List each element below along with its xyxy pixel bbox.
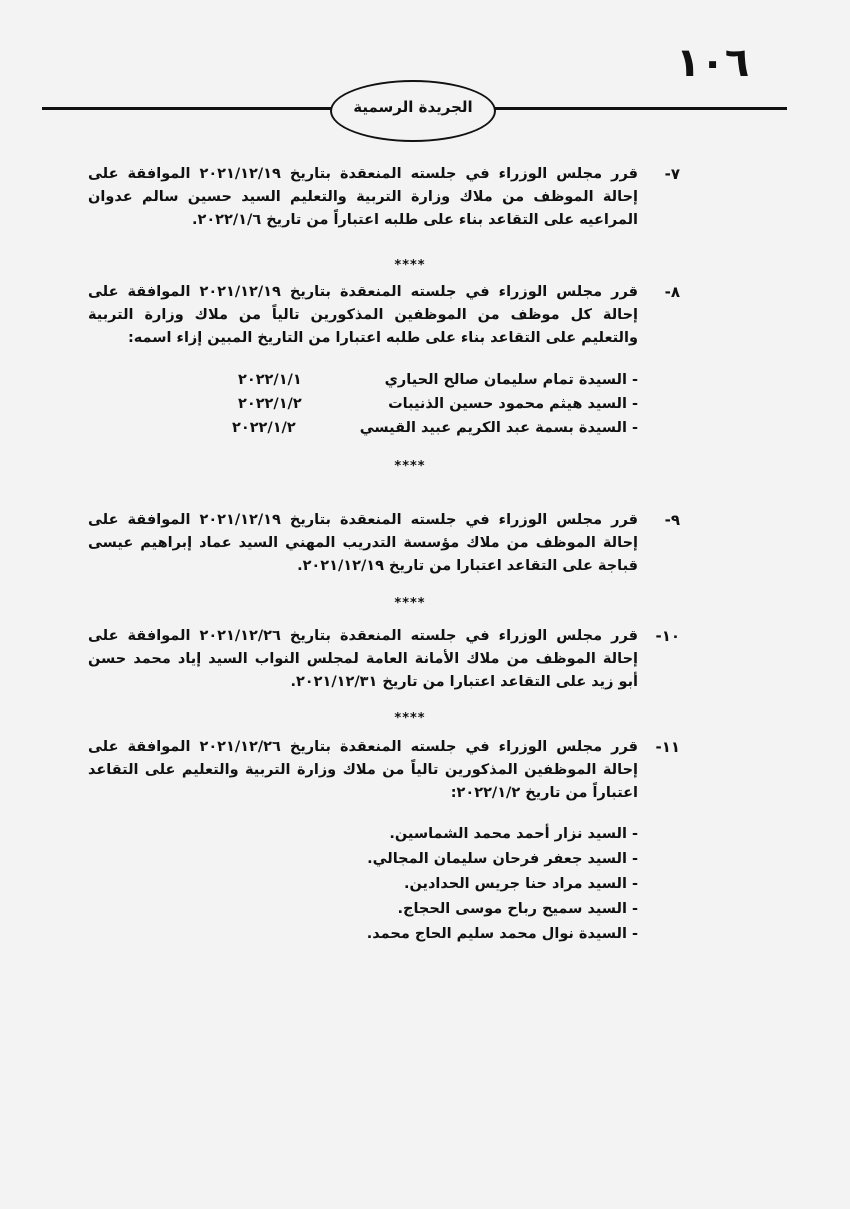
list-item — [232, 420, 638, 444]
decision-8-text: قرر مجلس الوزراء في جلسته المنعقدة بتاريخ ٢٠٢١/١٢/١٩ الموافقة على إحالة كل موظف من الموظفين المذكورين تالياً من ملاك وزارة التربية والتعليم على التقاعد بناء على طلبه اعتبارا من التاريخ المبين إزاء اسمه: — [88, 284, 638, 346]
retirement-date: ٢٠٢٢/١/٢ — [238, 396, 302, 412]
list-item — [238, 396, 638, 420]
separator: **** — [394, 258, 426, 273]
employee-name: - السيدة بسمة عبد الكريم عبيد القيسي — [359, 420, 638, 436]
employee-name: - السيدة تمام سليمان صالح الحياري — [384, 372, 638, 388]
decision-9-text: قرر مجلس الوزراء في جلسته المنعقدة بتاريخ ٢٠٢١/١٢/١٩ الموافقة على إحالة الموظف من ملاك مؤسسة التدريب المهني السيد عماد إبراهيم عيسى قباجة على التقاعد اعتبارا من تاريخ ٢٠٢١/١٢/١٩. — [88, 512, 638, 574]
list-item: - السيد جعفر فرحان سليمان المجالي. — [367, 851, 638, 867]
decision-8-number: -٨ — [664, 283, 680, 301]
employee-name: - السيد هيثم محمود حسين الذنيبات — [388, 396, 638, 412]
masthead-title: الجريدة الرسمية — [353, 98, 473, 116]
decision-9-number: -٩ — [664, 511, 680, 529]
list-item: - السيد نزار أحمد محمد الشماسين. — [389, 826, 638, 842]
list-item: - السيدة نوال محمد سليم الحاج محمد. — [366, 926, 638, 942]
list-item: - السيد سميح رباح موسى الحجاج. — [397, 901, 638, 917]
decision-11-text: قرر مجلس الوزراء في جلسته المنعقدة بتاريخ ٢٠٢١/١٢/٢٦ الموافقة على إحالة الموظفين المذكورين تالياً من ملاك وزارة التربية والتعليم على التقاعد اعتباراً من تاريخ ٢٠٢٢/١/٢: — [88, 739, 638, 801]
decision-10-number: -١٠ — [655, 627, 680, 645]
retirement-date: ٢٠٢٢/١/٢ — [232, 420, 296, 436]
list-item — [238, 372, 638, 396]
separator: **** — [394, 459, 426, 474]
decision-10-text: قرر مجلس الوزراء في جلسته المنعقدة بتاريخ ٢٠٢١/١٢/٢٦ الموافقة على إحالة الموظف من ملاك الأمانة العامة لمجلس النواب السيد إياد محمد حسن أبو زيد على التقاعد اعتبارا من تاريخ ٢٠٢١/١٢/٣١. — [88, 628, 638, 690]
separator: **** — [394, 711, 426, 726]
retirement-date: ٢٠٢٢/١/١ — [238, 372, 302, 388]
page-number: ١٠٦ — [676, 40, 750, 86]
masthead-oval — [330, 80, 496, 142]
list-item: - السيد مراد حنا جريس الحدادين. — [403, 876, 638, 892]
decision-7-number: -٧ — [664, 165, 680, 183]
decision-7-text: قرر مجلس الوزراء في جلسته المنعقدة بتاريخ ٢٠٢١/١٢/١٩ الموافقة على إحالة الموظف من ملاك وزارة التربية والتعليم السيد حسين سالم عدوان المراعيه على التقاعد بناء على طلبه اعتباراً من تاريخ ٢٠٢٢/١/٦. — [88, 166, 638, 228]
separator: **** — [394, 596, 426, 611]
decision-11-number: -١١ — [655, 738, 680, 756]
